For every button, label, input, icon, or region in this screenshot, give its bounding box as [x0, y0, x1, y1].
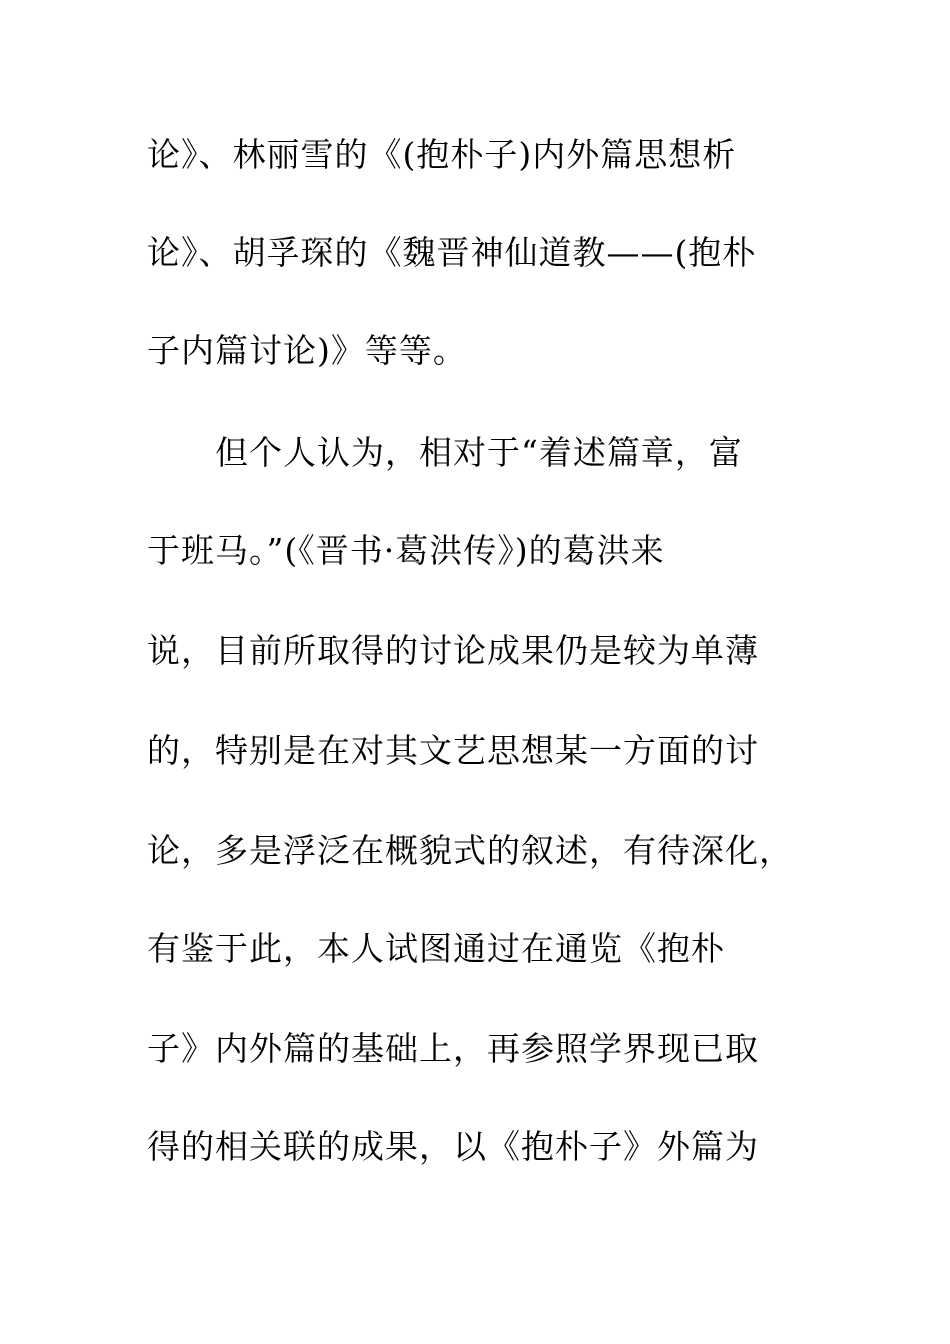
text-line-11: 得的相关联的成果，以《抱朴子》外篇为	[147, 1127, 759, 1166]
text-line-9: 有鉴于此，本人试图通过在通览《抱朴	[147, 929, 725, 968]
text-line-1: 论》、林丽雪的《(抱朴子)内外篇思想析	[147, 135, 737, 174]
text-line-8: 论，多是浮泛在概貌式的叙述，有待深化，	[147, 831, 793, 870]
text-line-7: 的，特别是在对其文艺思想某一方面的讨	[147, 731, 759, 770]
text-line-4: 但个人认为，相对于“着述篇章，富	[215, 433, 743, 472]
text-line-3: 子内篇讨论)》等等。	[147, 331, 467, 370]
text-line-2: 论》、胡孚琛的《魏晋神仙道教——(抱朴	[147, 233, 757, 272]
text-line-10: 子》内外篇的基础上，再参照学界现已取	[147, 1029, 759, 1068]
text-line-5: 于班马。”(《晋书·葛洪传》)的葛洪来	[147, 531, 665, 570]
text-line-6: 说，目前所取得的讨论成果仍是较为单薄	[147, 631, 759, 670]
